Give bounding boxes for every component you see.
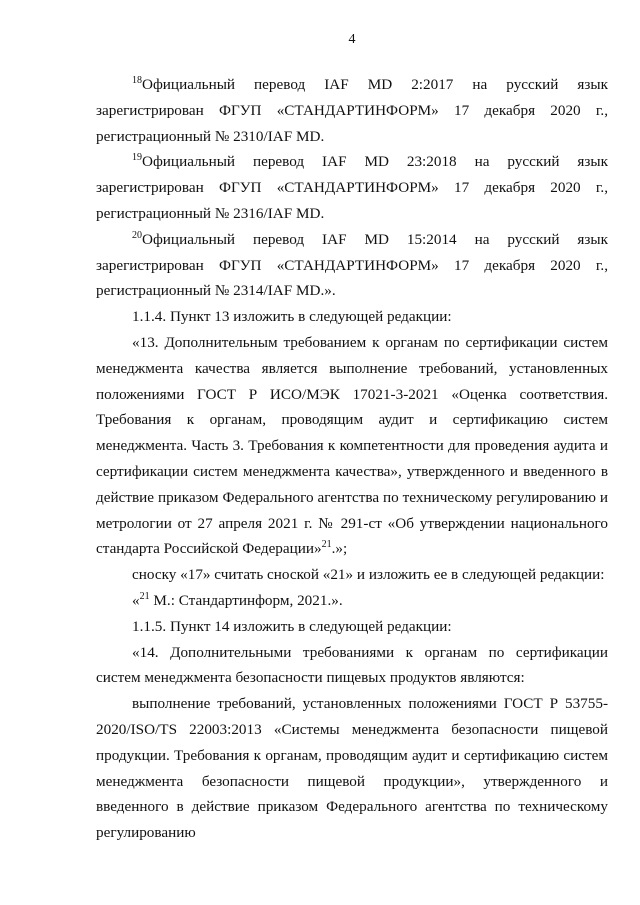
footnote-19-mark: 19 <box>132 152 142 164</box>
footnote-18-text: Официальный перевод IAF MD 2:2017 на русский язык зарегистрирован ФГУП «СТАНДАРТИНФОРМ» 17 декабря 2020 г., регистрационный № 2310/IAF MD. <box>96 76 608 145</box>
footnote-19 <box>96 149 608 226</box>
footnote-20-mark: 20 <box>132 229 142 241</box>
footnote-18-mark: 18 <box>132 75 142 86</box>
footnote-18 <box>96 72 608 149</box>
footnote-renumber-instruction: сноску «17» считать сноской «21» и изложить ее в следующей редакции: <box>132 566 605 584</box>
clause-14-body: выполнение требований, установленных положениями ГОСТ Р 53755-2020/ISO/TS 22003:2013 «Системы менеджмента безопасности пищевой продукции. Требования к органам, проводящим аудит и сертификацию систем менеджмента безопасности пищевой продукции», утвержденного и введенного в действие приказом Федерального агентства по техническому регулированию <box>96 695 608 842</box>
footnote-21 <box>96 588 608 614</box>
clause-13 <box>96 330 608 562</box>
footnote-21-text: М.: Стандартинформ, 2021.». <box>149 591 343 609</box>
page-number: 4 <box>348 32 356 47</box>
footnote-19-text: Официальный перевод IAF MD 23:2018 на русский язык зарегистрирован ФГУП «СТАНДАРТИНФОРМ» 17 декабря 2020 г., регистрационный № 2316/IAF MD. <box>96 153 608 222</box>
clause-13-tail: .»; <box>331 540 348 558</box>
footnote-21-prefix: « <box>132 591 140 609</box>
clause-13-footnote-mark: 21 <box>321 539 332 551</box>
clause-13-text: «13. Дополнительным требованием к органам по сертификации систем менеджмента качества является выполнение требований, установленных положениями ГОСТ Р ИСО/МЭК 17021-3-2021 «Оценка соответствия. Требования к органам, проводящим аудит и сертификацию систем менеджмента. Часть 3. Требования к компетентности для проведения аудита и сертификации систем менеджмента качества», утвержденного и введенного в действие приказом Федерального агентства по техническому регулированию и метрологии от 27 апреля 2021 г. № 291-ст «Об утверждении национального стандарта Российской Федерации» <box>96 333 608 558</box>
clause-14-intro: «14. Дополнительными требованиями к органам по сертификации систем менеджмента безопасности пищевых продуктов являются: <box>96 643 608 687</box>
item-1-1-4: 1.1.4. Пункт 13 изложить в следующей редакции: <box>132 308 452 326</box>
item-1-1-5: 1.1.5. Пункт 14 изложить в следующей редакции: <box>132 617 452 635</box>
footnote-20 <box>96 227 608 304</box>
footnote-20-text: Официальный перевод IAF MD 15:2014 на русский язык зарегистрирован ФГУП «СТАНДАРТИНФОРМ» 17 декабря 2020 г., регистрационный № 2314/IAF MD.». <box>96 230 608 300</box>
footnote-21-mark: 21 <box>139 590 150 602</box>
